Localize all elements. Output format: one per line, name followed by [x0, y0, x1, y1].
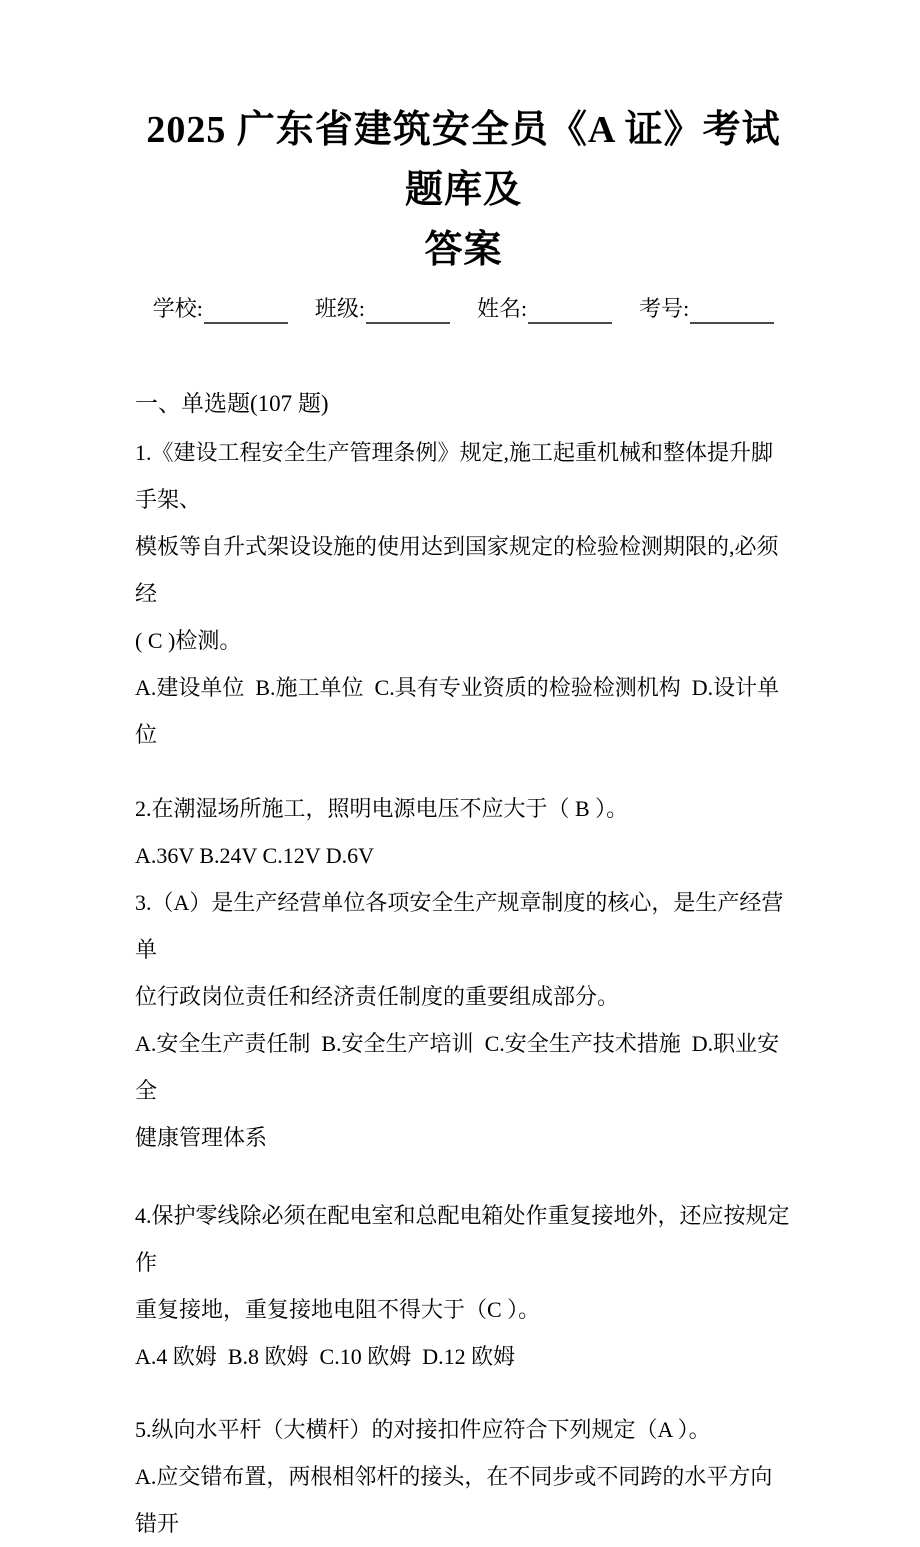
class-fill-in-blank: [366, 298, 450, 324]
class-label: 班级:: [314, 296, 365, 321]
question-3-stem-line: 3.（A）是生产经营单位各项安全生产规章制度的核心，是生产经营单: [135, 890, 784, 962]
name-label: 姓名:: [477, 296, 528, 321]
question-5: [135, 1406, 792, 1547]
section-heading: 一、单选题(107 题): [135, 391, 329, 416]
question-2-stem-line: 2.在潮湿场所施工，照明电源电压不应大于（ B ）。: [135, 796, 629, 821]
school-field: [153, 294, 288, 324]
question-4-stem-line: 重复接地，重复接地电阻不得大于（C ）。: [135, 1297, 541, 1322]
question-1: [135, 429, 792, 758]
school-label: 学校:: [152, 296, 203, 321]
question-1-stem-line: ( C )检测。: [135, 628, 242, 653]
question-1-options-line: A.建设单位 B.施工单位 C.具有专业资质的检验检测机构 D.设计单位: [135, 675, 780, 747]
question-3-options-line: A.安全生产责任制 B.安全生产培训 C.安全生产技术措施 D.职业安全: [135, 1031, 780, 1103]
question-5-options-line: A.应交错布置，两根相邻杆的接头，在不同步或不同跨的水平方向错开: [135, 1464, 773, 1536]
question-5-stem-line: 5.纵向水平杆（大横杆）的对接扣件应符合下列规定（A ）。: [135, 1417, 711, 1442]
name-field: [477, 294, 612, 324]
document-title: [135, 0, 792, 280]
school-fill-in-blank: [204, 298, 288, 324]
question-4-stem-line: 4.保护零线除必须在配电室和总配电箱处作重复接地外，还应按规定作: [135, 1203, 790, 1275]
question-3-stem-line: 位行政岗位责任和经济责任制度的重要组成部分。: [135, 984, 620, 1009]
question-3: [135, 879, 792, 1161]
question-3-options-line: 健康管理体系: [135, 1125, 268, 1150]
title-line-2: 答案: [424, 229, 503, 271]
student-info-row: [135, 294, 792, 324]
question-4-options-line: A.4 欧姆 B.8 欧姆 C.10 欧姆 D.12 欧姆: [135, 1344, 516, 1369]
question-4: [135, 1192, 792, 1380]
question-1-stem-line: 1.《建设工程安全生产管理条例》规定,施工起重机械和整体提升脚手架、: [135, 440, 774, 512]
question-1-stem-line: 模板等自升式架设设施的使用达到国家规定的检验检测期限的,必须经: [135, 534, 779, 606]
exam-number-fill-in-blank: [690, 298, 774, 324]
name-fill-in-blank: [528, 298, 612, 324]
class-field: [315, 294, 450, 324]
question-2: [135, 785, 792, 879]
question-2-options-line: A.36V B.24V C.12V D.6V: [135, 843, 374, 868]
exam-number-label: 考号:: [639, 296, 690, 321]
title-line-1: 2025 广东省建筑安全员《A 证》考试题库及: [146, 109, 781, 211]
exam-number-field: [639, 294, 774, 324]
